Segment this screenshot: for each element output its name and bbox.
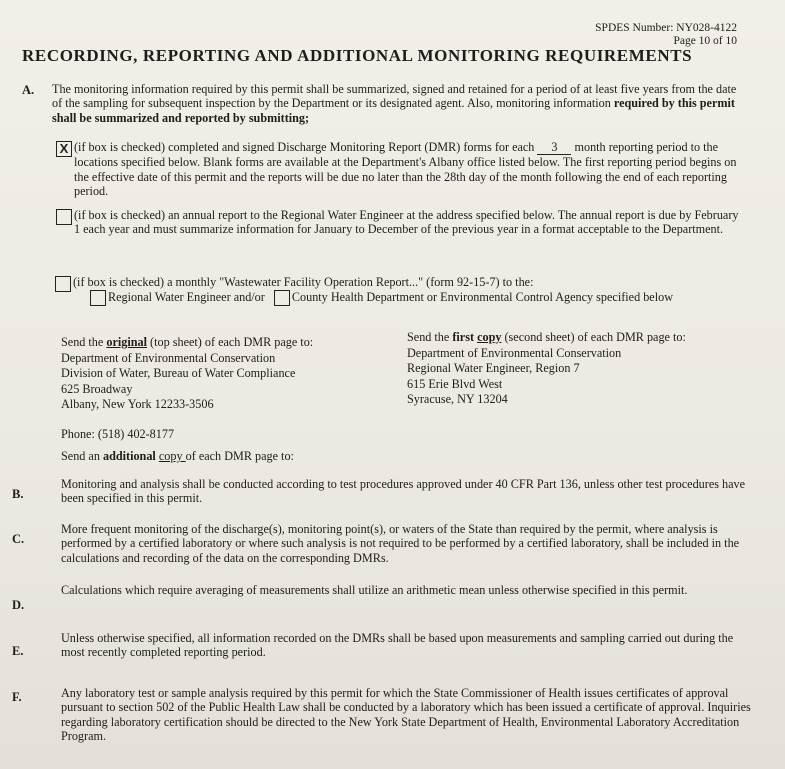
original-lead-underlined: original <box>106 335 147 349</box>
original-lead-2: (top sheet) of each DMR page to: <box>147 335 314 349</box>
county-health-checkbox[interactable] <box>274 290 290 306</box>
monthly-report-checkbox[interactable] <box>55 276 71 292</box>
copy-lead <box>407 330 752 346</box>
section-e-text: Unless otherwise specified, all information recorded on the DMRs shall be based upon measurements and sampling carried out during the most recently completed reporting period. <box>61 631 734 660</box>
county-health-label: County Health Department or Environmental Control Agency specified below <box>291 290 673 304</box>
section-f-text: Any laboratory test or sample analysis required by this permit for which the State Commissioner of Health issues certificates of approval pursuant to section 502 of the Public Health Law shall be conducted by a laboratory which has been issued a certificate of approval. Inquiries regarding laboratory certification should be directed to the New York State Department of Health, Environmental Laboratory Accreditation Program. <box>61 686 751 744</box>
copy-address-line4: Syracuse, NY 13204 <box>407 392 508 406</box>
reporting-period-value: 3 <box>537 140 571 155</box>
original-address-line4: Albany, New York 12233-3506 <box>61 397 214 411</box>
page-header <box>595 22 737 48</box>
section-c-letter: C. <box>12 532 25 546</box>
option-monthly-text: (if box is checked) a monthly "Wastewater Facility Operation Report..." (form 92-15-7) to the: <box>73 275 534 289</box>
monthly-recipients <box>90 290 750 306</box>
section-a-intro-text: The monitoring information required by this permit shall be summarized, signed and retained for a period of at least five years from the date of the sampling for subsequent inspection by the Department or its designated agent. Also, monitoring information <box>52 82 737 111</box>
section-d-letter: D. <box>12 598 25 612</box>
option-annual-text: (if box is checked) an annual report to the Regional Water Engineer at the address specified below. The annual report is due by February 1 each year and must summarize information for January to December of the previous year in a format acceptable to the Department. <box>74 208 739 237</box>
copy-lead-2: (second sheet) of each DMR page to: <box>501 330 686 344</box>
section-c-text: More frequent monitoring of the discharge(s), monitoring point(s), or waters of the State than required by the permit, where analysis is performed by a certified laboratory or where such analysis is not required to be performed by a certified laboratory, shall be included in the calculations and recording of the data on the corresponding DMRs. <box>61 522 740 565</box>
option-dmr-text-1: (if box is checked) completed and signed Discharge Monitoring Report (DMR) forms for each <box>74 140 538 154</box>
copy-lead-underlined: copy <box>477 330 502 344</box>
copy-address-line1: Department of Environmental Conservation <box>407 345 622 360</box>
original-lead-1: Send the <box>61 335 107 349</box>
section-e-letter: E. <box>12 644 24 658</box>
additional-lead-1: Send an <box>61 449 103 463</box>
copy-address-line2: Regional Water Engineer, Region 7 <box>407 361 580 375</box>
section-a-intro-bold: required by this permit shall be summarized and reported by submitting; <box>52 96 735 125</box>
section-a-intro <box>52 82 742 125</box>
annual-report-checkbox[interactable] <box>56 209 72 225</box>
additional-lead-2: of each DMR page to: <box>185 449 294 463</box>
copy-address-line3: 615 Erie Blvd West <box>407 376 503 391</box>
option-dmr-text-2: month reporting period to the locations specified below. Blank forms are available at the Department's Albany office listed below. The first reporting period begins on the effective date of this permit and the reports will be due no later than the 28th day of the month following the end of each reporting period. <box>74 140 737 199</box>
additional-lead-underlined: copy <box>158 449 186 463</box>
original-address-line3: 625 Broadway <box>61 381 133 396</box>
additional-copy-line <box>61 449 294 463</box>
page-title: RECORDING, REPORTING AND ADDITIONAL MONITORING REQUIREMENTS <box>22 46 693 65</box>
original-address-line1: Department of Environmental Conservation <box>61 350 276 365</box>
spdes-number: SPDES Number: NY028-4122 <box>595 22 737 34</box>
section-b-text: Monitoring and analysis shall be conducted according to test procedures approved under 40 CFR Part 136, unless other test procedures have been specified in this permit. <box>61 477 746 506</box>
original-address-line2: Division of Water, Bureau of Water Compliance <box>61 366 296 380</box>
page-number: Page 10 of 10 <box>673 35 737 47</box>
section-d-text: Calculations which require averaging of measurements shall utilize an arithmetic mean unless otherwise specified in this permit. <box>61 583 688 597</box>
copy-lead-first: first <box>452 330 475 344</box>
option-dmr-text <box>74 140 742 199</box>
section-f-letter: F. <box>12 690 22 704</box>
copy-lead-1: Send the <box>407 330 453 344</box>
section-a-letter: A. <box>22 83 35 97</box>
additional-lead-bold: additional <box>102 449 159 463</box>
copy-address-block <box>407 330 752 408</box>
section-b-letter: B. <box>12 487 24 501</box>
regional-engineer-label: Regional Water Engineer and/or <box>108 290 265 304</box>
dmr-checkbox[interactable]: X <box>56 141 72 157</box>
original-lead <box>61 335 401 351</box>
original-address-block <box>61 335 401 413</box>
regional-engineer-checkbox[interactable] <box>90 290 106 306</box>
phone-number: Phone: (518) 402-8177 <box>61 427 175 441</box>
